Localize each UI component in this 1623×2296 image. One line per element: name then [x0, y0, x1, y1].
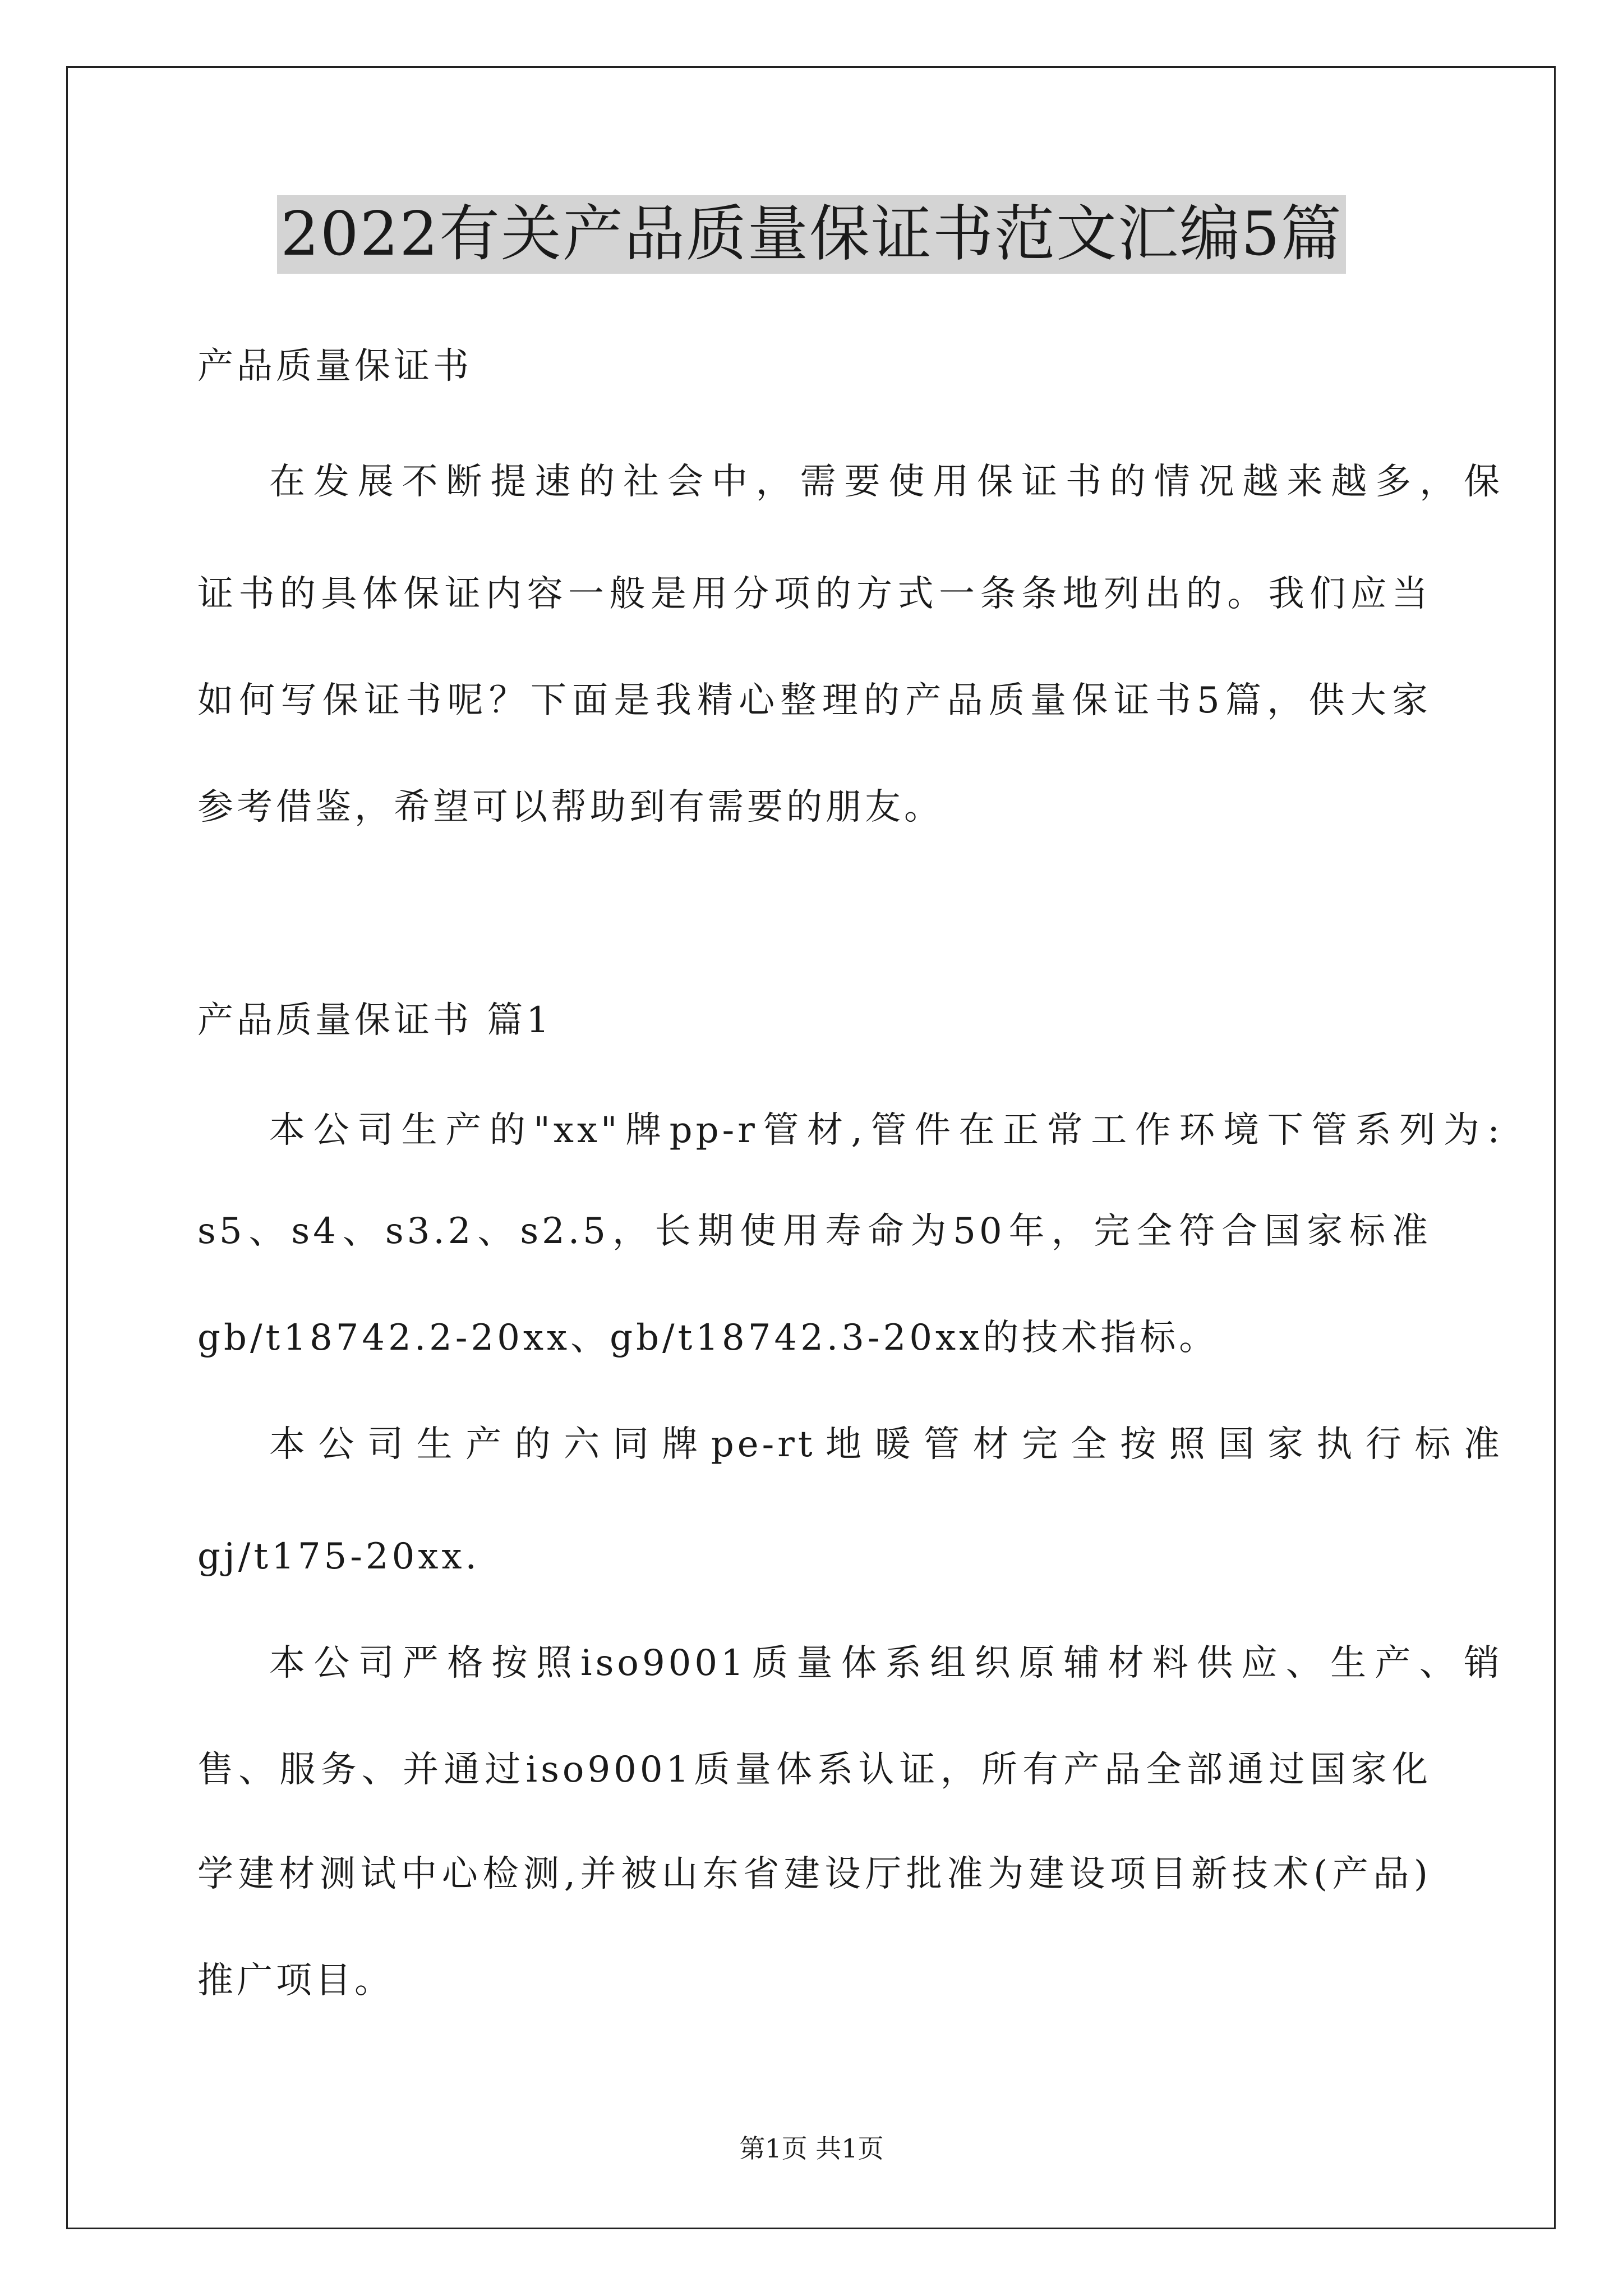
page-number-footer: 第1页 共1页: [739, 2133, 884, 2164]
part1-paragraph3-line-3: 学建材测试中心检测,并被山东省建设厅批准为建设项目新技术(产品): [197, 1853, 1431, 1895]
intro-paragraph-line-3: 如何写保证书呢？下面是我精心整理的产品质量保证书5篇，供大家: [197, 680, 1431, 721]
part1-paragraph3-line-2: 售、服务、并通过iso9001质量体系认证，所有产品全部通过国家化: [197, 1749, 1431, 1791]
part1-paragraph1-line-3: gb/t18742.2-20xx、gb/t18742.3-20xx的技术指标。: [197, 1317, 1219, 1359]
part1-paragraph1-line-2: s5、s4、s3.2、s2.5，长期使用寿命为50年，完全符合国家标准: [197, 1211, 1431, 1252]
section-heading-part-1: 产品质量保证书 篇1: [197, 1000, 553, 1041]
intro-paragraph-line-2: 证书的具体保证内容一般是用分项的方式一条条地列出的。我们应当: [197, 573, 1431, 615]
part1-paragraph2-line-1: 本公司生产的六同牌pe-rt地暖管材完全按照国家执行标准: [269, 1424, 1503, 1465]
title-container: [0, 195, 1623, 274]
part1-paragraph3-line-1: 本公司严格按照iso9001质量体系组织原辅材料供应、生产、销: [269, 1642, 1503, 1684]
intro-paragraph-line-1: 在发展不断提速的社会中，需要使用保证书的情况越来越多，保: [269, 461, 1503, 503]
part1-paragraph3-line-4: 推广项目。: [197, 1960, 394, 2001]
intro-paragraph-line-4: 参考借鉴，希望可以帮助到有需要的朋友。: [197, 786, 943, 828]
part1-paragraph1-line-1: 本公司生产的"xx"牌pp-r管材,管件在正常工作环境下管系列为:: [269, 1110, 1503, 1151]
part1-paragraph2-line-2: gj/t175-20xx.: [197, 1536, 480, 1577]
section-heading-intro: 产品质量保证书: [197, 346, 472, 387]
document-title: 2022有关产品质量保证书范文汇编5篇: [277, 195, 1346, 274]
